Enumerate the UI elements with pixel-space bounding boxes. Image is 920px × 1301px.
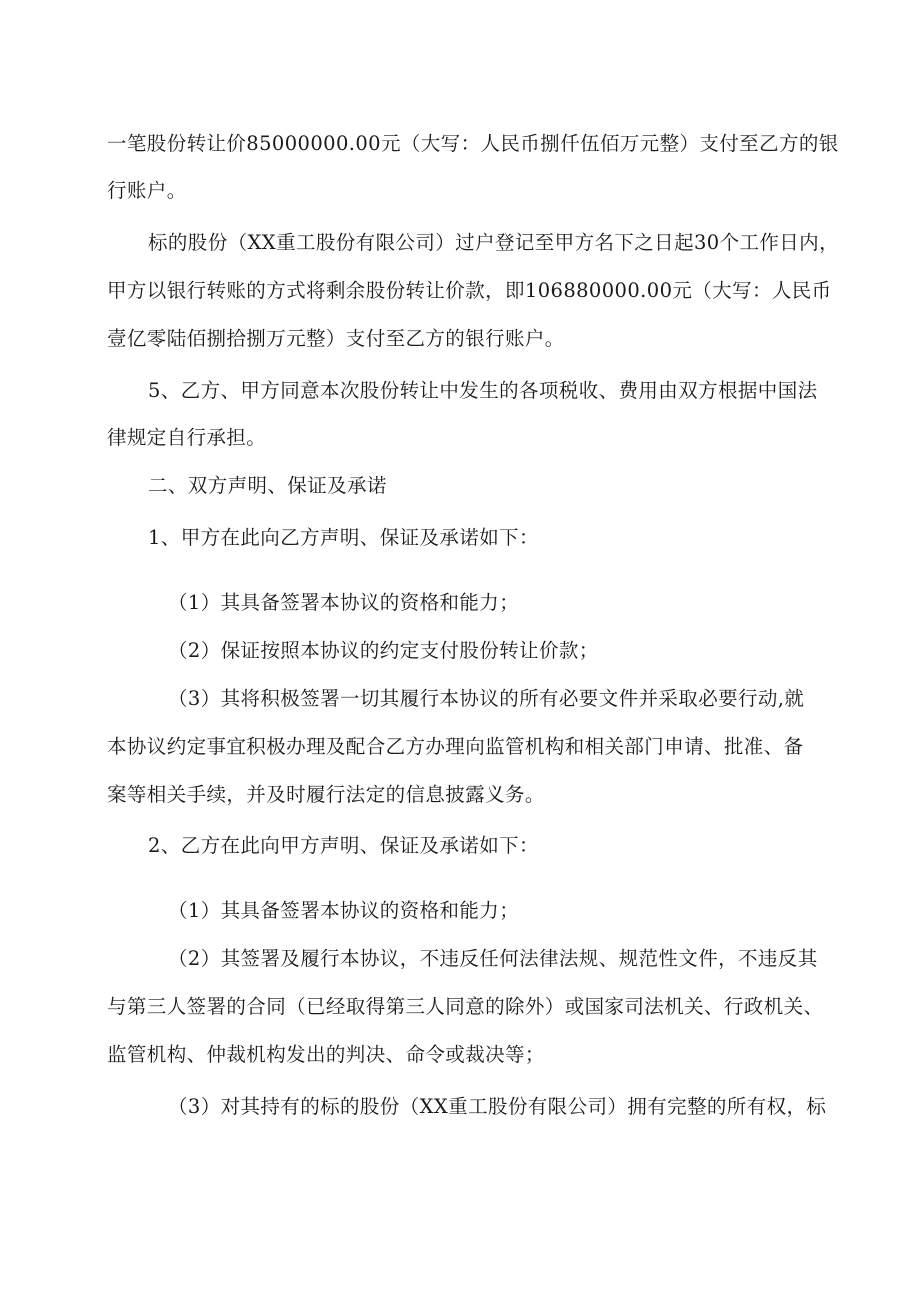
list-item: （1）其具备签署本协议的资格和能力； [168, 899, 520, 922]
list-item: （3）对其持有的标的股份（XX重工股份有限公司）拥有完整的所有权，标 [168, 1095, 827, 1118]
list-item: （2）其签署及履行本协议，不违反任何法律法规、规范性文件，不违反其 [168, 947, 818, 970]
section-heading: 二、双方声明、保证及承诺 [148, 474, 387, 497]
paragraph-line: 行账户。 [107, 179, 187, 202]
paragraph-line: 甲方以银行转账的方式将剩余股份转让价款，即106880000.00元（大写：人民币 [107, 279, 832, 302]
list-item: （3）其将积极签署一切其履行本协议的所有必要文件并采取必要行动,就 [168, 687, 805, 710]
paragraph-line: 监管机构、仲裁机构发出的判决、命令或裁决等； [107, 1043, 545, 1066]
paragraph-line: 案等相关手续，并及时履行法定的信息披露义务。 [107, 783, 545, 806]
clause-heading: 2、乙方在此向甲方声明、保证及承诺如下： [148, 834, 539, 857]
paragraph-line: 5、乙方、甲方同意本次股份转让中发生的各项税收、费用由双方根据中国法 [148, 379, 818, 402]
paragraph-line: 律规定自行承担。 [107, 426, 267, 449]
list-item: （2）保证按照本协议的约定支付股份转让价款； [168, 639, 599, 662]
clause-heading: 1、甲方在此向乙方声明、保证及承诺如下： [148, 526, 539, 549]
list-item: （1）其具备签署本协议的资格和能力； [168, 591, 520, 614]
paragraph-line: 标的股份（XX重工股份有限公司）过户登记至甲方名下之日起30个工作日内， [148, 231, 839, 254]
paragraph-line: 壹亿零陆佰捌拾捌万元整）支付至乙方的银行账户。 [107, 327, 565, 350]
paragraph-line: 与第三人签署的合同（已经取得第三人同意的除外）或国家司法机关、行政机关、 [107, 995, 824, 1018]
paragraph-line: 本协议约定事宜积极办理及配合乙方办理向监管机构和相关部门申请、批准、备 [107, 735, 804, 758]
paragraph-line: 一笔股份转让价85000000.00元（大写：人民币捌仟伍佰万元整）支付至乙方的银 [107, 132, 839, 155]
